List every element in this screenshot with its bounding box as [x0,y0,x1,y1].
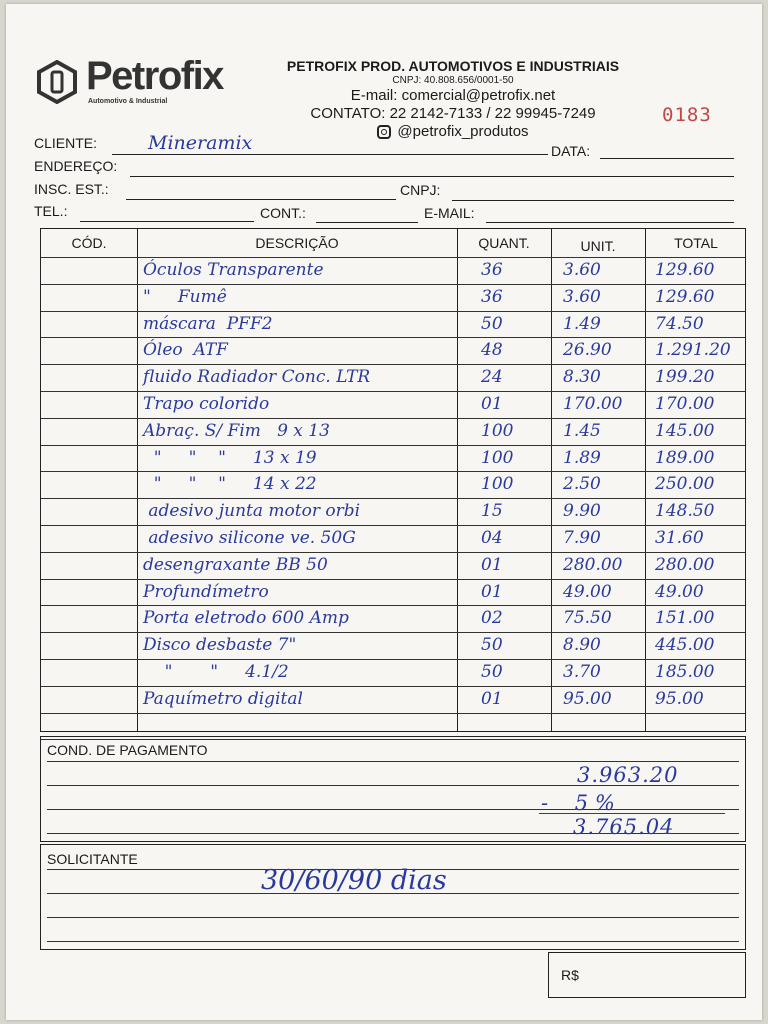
payment-rule [47,761,739,762]
cell-unit: 1.49 [563,313,601,334]
cell-desc: Abraç. S/ Fim 9 x 13 [143,420,330,441]
cell-desc: Óculos Transparente [143,260,324,280]
email-line[interactable] [486,222,734,223]
payment-sum-line [539,813,725,814]
cnpj-label: CNPJ: [400,182,441,198]
row-divider [41,284,745,285]
cell-desc: " " " 14 x 22 [143,474,317,495]
cell-desc: " Fumê [143,286,227,307]
cell-unit: 1.89 [563,447,601,468]
header-unit: UNIT. [580,238,616,254]
cell-unit: 8.90 [563,635,601,656]
payment-final: 3.765.04 [573,815,675,839]
cell-total: 49.00 [655,581,704,602]
cell-unit: 9.90 [563,501,601,522]
cell-desc: " " " 13 x 19 [143,447,317,468]
rs-box[interactable] [548,952,746,998]
logo-tagline: Automotivo & Industrial [88,98,168,105]
cell-unit: 2.50 [563,474,601,495]
cell-qty: 15 [481,501,503,522]
order-form-sheet [6,4,762,1020]
payment-box [40,736,746,842]
cell-total: 148.50 [655,501,715,522]
cell-unit: 26.90 [563,340,612,361]
cell-total: 1.291.20 [655,340,731,361]
cell-desc: " " 4.1/2 [143,662,289,682]
row-divider [41,713,745,714]
row-divider [41,418,745,419]
header-total: TOTAL [674,235,718,251]
cell-total: 189.00 [655,447,715,468]
cell-desc: desengraxante BB 50 [143,554,328,575]
solicitante-box [40,844,746,950]
solicitante-rule [47,941,739,942]
cell-qty: 100 [481,447,514,468]
instagram-icon [377,125,391,139]
cell-unit: 3.70 [563,662,601,682]
cell-unit: 3.60 [563,286,601,307]
row-divider [41,632,745,633]
company-instagram [258,123,648,140]
cell-total: 31.60 [655,528,704,548]
cell-qty: 04 [481,528,503,548]
cont-label: CONT.: [260,205,306,221]
cell-desc: adesivo silicone ve. 50G [143,528,356,548]
cell-qty: 50 [481,662,503,682]
company-name: PETROFIX PROD. AUTOMOTIVOS E INDUSTRIAIS [286,58,620,74]
cell-qty: 02 [481,608,503,629]
cell-total: 280.00 [655,554,715,575]
tel-line[interactable] [80,221,254,222]
cell-unit: 49.00 [563,581,612,602]
cont-line[interactable] [316,222,418,223]
cell-qty: 01 [481,581,503,602]
cell-qty: 01 [481,394,503,414]
company-cnpj: CNPJ: 40.808.656/0001-50 [392,75,514,86]
row-divider [41,605,745,606]
data-line[interactable] [600,158,734,159]
col-divider [551,229,552,731]
cliente-line[interactable] [112,154,548,155]
endereco-label: ENDEREÇO: [34,158,118,174]
cell-qty: 50 [481,313,503,334]
cell-total: 129.60 [655,286,715,307]
cell-unit: 1.45 [563,420,601,441]
cell-desc: adesivo junta motor orbi [143,501,361,522]
payment-label: COND. DE PAGAMENTO [47,742,208,758]
cell-desc: Óleo ATF [143,340,228,361]
solicitante-label: SOLICITANTE [47,851,138,867]
cell-qty: 01 [481,554,503,575]
insc-line[interactable] [126,199,396,200]
payment-terms: 30/60/90 dias [261,865,447,896]
cell-desc: máscara PFF2 [143,313,273,334]
cell-qty: 100 [481,420,514,441]
cell-desc: Disco desbaste 7" [143,635,297,656]
cell-qty: 36 [481,286,503,307]
cell-qty: 50 [481,635,503,656]
company-email: E-mail: comercial@petrofix.net [350,87,556,104]
data-label: DATA: [551,143,591,159]
cell-total: 145.00 [655,420,715,441]
cliente-value: Mineramix [148,132,253,154]
cell-qty: 01 [481,688,503,709]
cell-desc: Profundímetro [143,581,269,602]
hexagon-logo-icon [36,60,78,104]
items-table [40,228,746,732]
row-divider [41,445,745,446]
company-info [258,58,648,140]
serial-number: 0183 [662,104,712,126]
cell-total: 74.50 [655,313,704,334]
rs-label: R$ [561,967,579,983]
cell-total: 170.00 [655,394,715,414]
cell-total: 95.00 [655,688,704,709]
row-divider [41,659,745,660]
cell-qty: 100 [481,474,514,495]
cell-unit: 280.00 [563,554,623,575]
cell-desc: Paquímetro digital [143,688,303,709]
row-divider [41,471,745,472]
header-quant: QUANT. [478,235,530,251]
row-divider [41,257,745,258]
cell-total: 199.20 [655,367,715,388]
cliente-label: CLIENTE: [34,135,98,151]
cell-total: 445.00 [655,635,715,656]
cell-total: 250.00 [655,474,715,495]
solicitante-rule [47,917,739,918]
email-label: E-MAIL: [424,205,475,221]
logo-wordmark: Petrofix [86,54,223,98]
cell-unit: 95.00 [563,688,612,709]
payment-rule [47,809,739,810]
cell-desc: Porta eletrodo 600 Amp [143,608,349,629]
row-divider [41,311,745,312]
row-divider [41,686,745,687]
header-cod: CÓD. [71,235,107,251]
payment-subtotal: 3.963.20 [577,763,679,787]
cell-total: 185.00 [655,662,715,682]
cell-qty: 48 [481,340,503,361]
company-logo [36,54,236,114]
col-divider [137,229,138,731]
row-divider [41,364,745,365]
cell-total: 129.60 [655,260,715,280]
cell-qty: 24 [481,367,503,388]
col-divider [457,229,458,731]
tel-label: TEL.: [34,203,68,219]
cell-unit: 170.00 [563,394,623,414]
row-divider [41,525,745,526]
cnpj-line[interactable] [452,200,734,201]
cell-desc: fluido Radiador Conc. LTR [143,367,371,388]
cell-unit: 3.60 [563,260,601,280]
instagram-handle: @petrofix_produtos [397,123,529,140]
col-divider [645,229,646,731]
company-phone: CONTATO: 22 2142-7133 / 22 99945-7249 [310,105,596,122]
row-divider [41,337,745,338]
row-divider [41,391,745,392]
row-divider [41,552,745,553]
cell-qty: 36 [481,260,503,280]
cell-unit: 75.50 [563,608,612,629]
row-divider [41,498,745,499]
cell-total: 151.00 [655,608,715,629]
cell-unit: 7.90 [563,528,601,548]
cell-unit: 8.30 [563,367,601,388]
payment-discount: - 5 % [541,791,615,815]
row-divider [41,579,745,580]
insc-label: INSC. EST.: [34,181,109,197]
cell-desc: Trapo colorido [143,394,270,414]
header-descricao: DESCRIÇÃO [255,235,339,251]
endereco-line[interactable] [130,176,734,177]
